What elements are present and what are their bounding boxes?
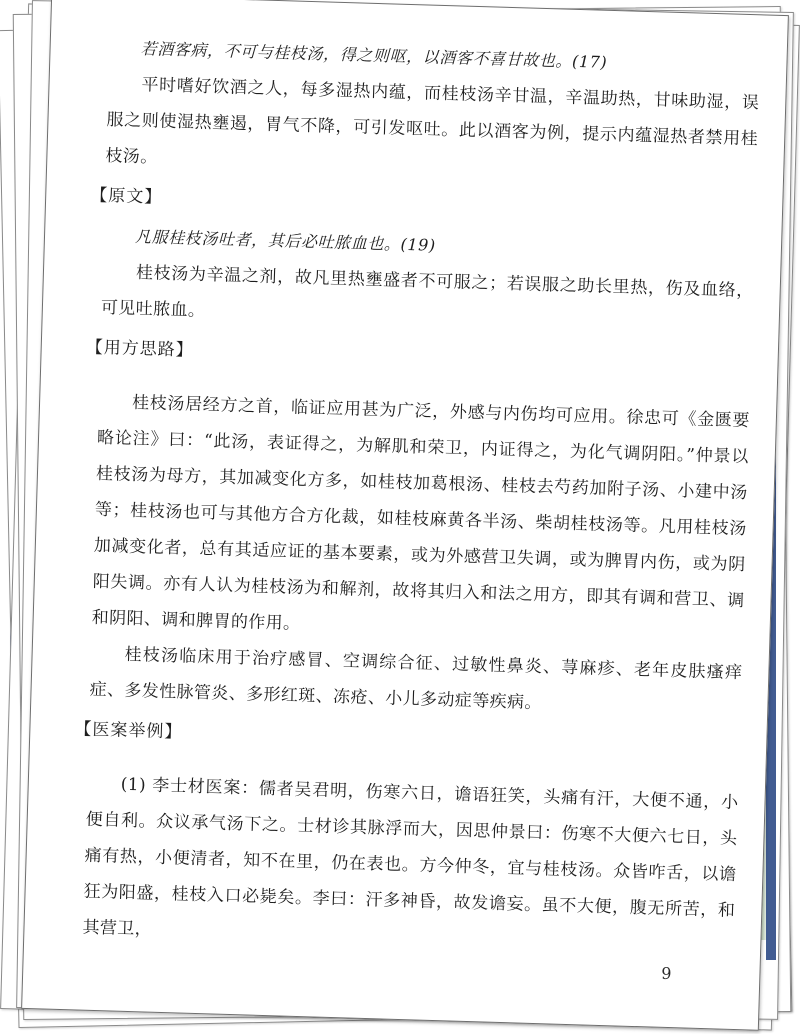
clinical-use-paragraph: 桂枝汤临床用于治疗感冒、空调综合征、过敏性鼻炎、荨麻疹、老年皮肤瘙痒症、多发性脉管炎、多形红斑、冻疮、小儿多动症等疾病。 (89, 644, 743, 714)
original-text-quote: 凡服桂枝汤吐者，其后必吐脓血也。(19) (134, 226, 437, 255)
original-text-quote: 若酒客病，不可与桂枝汤，得之则呕，以酒客不喜甘故也。(17) (140, 38, 608, 72)
case-paragraph: (1) 李士材医案：儒者吴君明，伤寒六日，谵语狂笑，头痛有汗，大便不通，小便自利。众议承气汤下之。士材诊其脉浮而大，因思仲景曰：伤寒不大便六七日，头痛有热，小便清者，知不在里，仍在表也。方今仲冬，宜与桂枝汤。众皆咋舌，以谵狂为阳盛，桂枝入口必毙矣。李曰：汗多神昏，故发谵妄。虽不大便，腹无所苦，和其营卫， (82, 774, 739, 940)
commentary-paragraph: 平时嗜好饮酒之人，每多湿热内蕴，而桂枝汤辛甘温，辛温助热，甘味助湿，误服之则使湿热壅遏，胃气不降，可引发呕吐。此以酒客为例，提示内蕴湿热者禁用桂枝汤。 (105, 75, 760, 168)
section-heading-approach: 【用方思路】 (85, 337, 194, 361)
page-number: 9 (660, 963, 672, 984)
book-page (21, 0, 789, 1031)
commentary-paragraph: 桂枝汤为辛温之剂，故凡里热壅盛者不可服之；若误服之助长里热，伤及血络，可见吐脓血。 (100, 262, 754, 321)
page-content (74, 30, 761, 965)
section-heading-cases: 【医案举例】 (74, 719, 183, 743)
section-heading-original: 【原文】 (89, 185, 163, 208)
approach-paragraph: 桂枝汤居经方之首，临证应用甚为广泛，外感与内伤均可应用。徐忠可《金匮要略论注》曰：“此汤，表证得之，为解肌和荣卫，内证得之，为化气调阴阳。”仲景以桂枝汤为母方，其加减变化方多，如桂枝加葛根汤、桂枝去芍药加附子汤、小建中汤等；桂枝汤也可与其他方合方化裁，如桂枝麻黄各半汤、柴胡桂枝汤等。凡用桂枝汤加减变化者，总有其适应证的基本要素，或为外感营卫失调，或为脾胃内伤，或为阴阳失调。亦有人认为桂枝汤为和解剂，故将其归入和法之用方，即其有调和营卫、调和阴阳、调和脾胃的作用。 (91, 392, 751, 634)
